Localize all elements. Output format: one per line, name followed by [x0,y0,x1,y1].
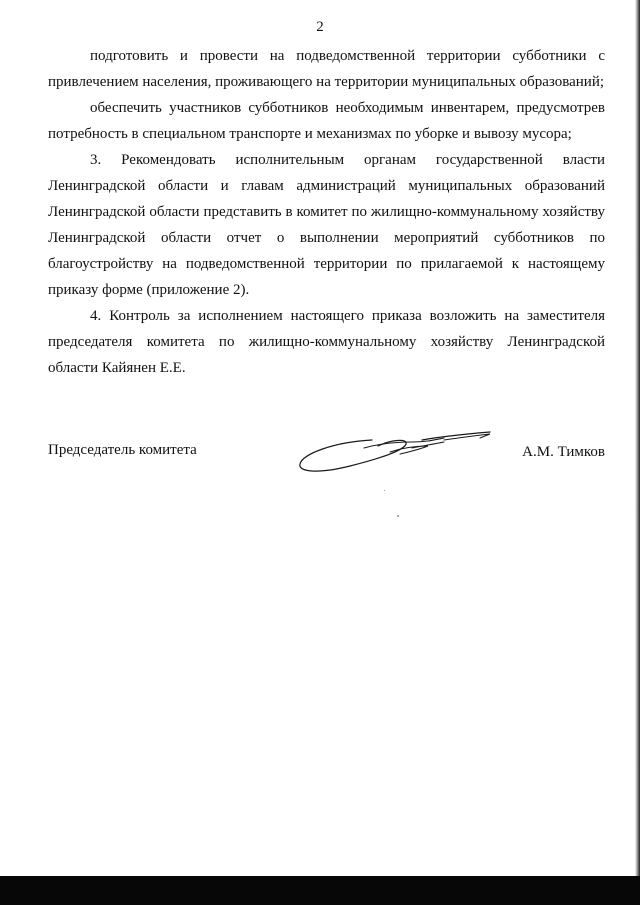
paragraph-provide-equipment: обеспечить участников субботников необходимым инвентарем, предусмотрев потребность в специальном транспорте и механизмах по уборке и вывозу мусора; [48,100,605,142]
page-number: 2 [316,19,324,35]
scan-edge-right [635,0,640,905]
signatory-name: А.М. Тимков [522,444,605,460]
paragraph-organize-subbotniks: подготовить и провести на подведомственной территории субботники с привлечением населения, проживающего на территории муниципальных образований; [48,48,605,90]
signature-block [48,432,605,492]
scan-edge-bottom [0,876,640,905]
document-body [48,43,605,381]
paragraph-control: 4. Контроль за исполнением настоящего приказа возложить на заместителя председателя комитета по жилищно-коммунальному хозяйству Ленинградской области Кайянен Е.Е. [48,308,605,376]
signatory-title: Председатель комитета [48,442,197,458]
paragraph-recommend-report: 3. Рекомендовать исполнительным органам государственной власти Ленинградской области и главам администраций муниципальных образований Ленинградской области представить в комитет по жилищно-коммунальному хозяйству Ленинградской области отчет о выполнении мероприятий субботников по благоустройству на подведомственной территории по прилагаемой к настоящему приказу форме (приложение 2). [48,152,605,298]
scan-speck [397,515,399,517]
handwritten-signature [294,428,504,478]
scan-speck [384,490,385,491]
